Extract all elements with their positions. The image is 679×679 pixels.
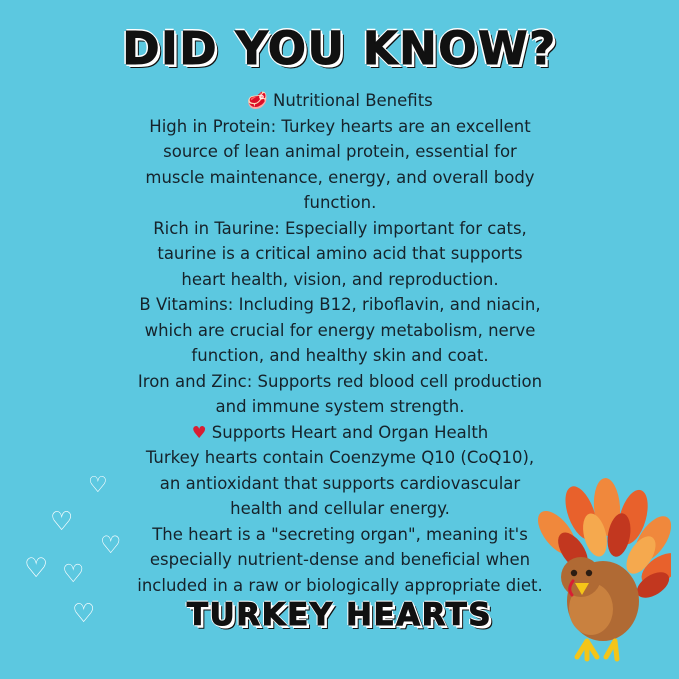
heart-decorations bbox=[22, 471, 152, 651]
body-line: an antioxidant that supports cardiovascular bbox=[159, 473, 521, 493]
turkey-illustration bbox=[511, 473, 671, 673]
body-line: Iron and Zinc: Supports red blood cell production bbox=[137, 371, 543, 391]
page-title: DID YOU KNOW? bbox=[122, 22, 557, 75]
body-line: function. bbox=[303, 193, 377, 212]
body-line: Turkey hearts contain Coenzyme Q10 (CoQ10), bbox=[145, 448, 535, 467]
body-line: function, and healthy skin and coat. bbox=[191, 346, 489, 365]
heart-outline-icon: ♡ bbox=[62, 559, 85, 588]
body-line: High in Protein: Turkey hearts are an excellent bbox=[149, 116, 531, 136]
body-line: especially nutrient-dense and beneficial when bbox=[149, 550, 531, 569]
body-line: heart health, vision, and reproduction. bbox=[181, 269, 499, 289]
meat-icon: 🥩 bbox=[247, 91, 268, 110]
body-line: B Vitamins: Including B12, riboflavin, and niacin, bbox=[139, 295, 541, 314]
body-line: which are crucial for energy metabolism, nerve bbox=[144, 320, 536, 340]
heart-outline-icon: ♡ bbox=[50, 507, 74, 537]
body-line: and immune system strength. bbox=[215, 397, 465, 416]
section-heading-label: Supports Heart and Organ Health bbox=[211, 422, 489, 442]
heart-outline-icon: ♡ bbox=[88, 473, 108, 498]
footer-title: TURKEY HEARTS bbox=[186, 597, 493, 633]
section-heading-label: Nutritional Benefits bbox=[273, 91, 433, 110]
body-line: included in a raw or biologically appropriate diet. bbox=[137, 575, 543, 595]
section-heading-nutritional bbox=[62, 88, 618, 114]
body-line: Rich in Taurine: Especially important for cats, bbox=[153, 218, 527, 238]
body-line: health and cellular energy. bbox=[230, 499, 450, 518]
body-line: muscle maintenance, energy, and overall body bbox=[145, 167, 535, 187]
heart-outline-icon: ♡ bbox=[72, 599, 96, 629]
heart-icon: ♥ bbox=[191, 422, 207, 442]
section-heading-heart bbox=[62, 420, 618, 446]
heart-outline-icon: ♡ bbox=[100, 531, 122, 559]
body-line: source of lean animal protein, essential for bbox=[163, 142, 517, 161]
body-line: The heart is a "secreting organ", meaning it's bbox=[152, 524, 528, 544]
heart-outline-icon: ♡ bbox=[24, 553, 49, 584]
body-line: taurine is a critical amino acid that supports bbox=[157, 244, 523, 263]
turkey-svg bbox=[511, 473, 671, 673]
